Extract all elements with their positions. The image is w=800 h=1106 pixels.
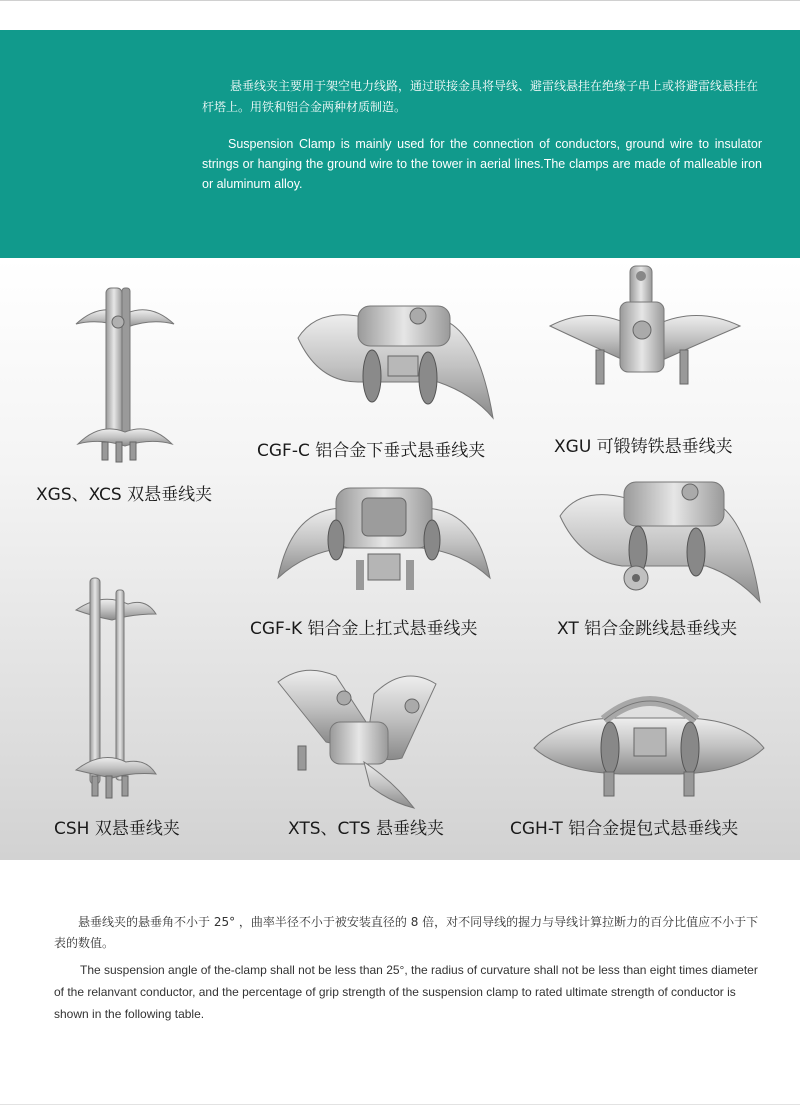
product-gallery [0,258,800,860]
cgh-t-clamp-image [530,688,768,800]
xgs-xcs-clamp-image [70,282,180,472]
product-caption: CGF-K 铝合金上扛式悬垂线夹 [250,619,478,639]
top-divider [0,0,800,1]
xgu-clamp-image [548,266,742,394]
product-caption: XT 铝合金跳线悬垂线夹 [557,619,738,639]
product-caption: XGS、XCS 双悬垂线夹 [36,485,213,505]
spec-text-cn: 悬垂线夹的悬垂角不小于 25° ，曲率半径不小于被安装直径的 8 倍，对不同导线的握力与导线计算拉断力的百分比值应不小于下表的数值。 [54,915,759,950]
specification-text [54,912,766,1025]
intro-banner [0,30,800,258]
cgf-k-clamp-image [272,488,496,600]
xts-cts-clamp-image [274,662,438,814]
csh-clamp-image [72,574,160,802]
product-caption: CSH 双悬垂线夹 [54,819,180,839]
intro-text-cn: 悬垂线夹主要用于架空电力线路，通过联接金具将导线、避雷线悬挂在绝缘子串上或将避雷线悬挂在杆塔上。用铁和铝合金两种材质制造。 [202,79,759,114]
intro-text-en: Suspension Clamp is mainly used for the connection of conductors, ground wire to insulator strings or hanging the ground wire to the tower in aerial lines.The clamps are made of malleable iron or aluminum alloy. [202,137,762,191]
product-caption: CGH-T 铝合金提包式悬垂线夹 [510,819,739,839]
product-caption: XTS、CTS 悬垂线夹 [288,819,444,839]
cgf-c-clamp-image [288,298,500,428]
spec-text-en: The suspension angle of the-clamp shall not be less than 25°, the radius of curvature shall not be less than eight times diameter of the relanvant conductor, and the percentage of grip strength of the suspension clamp to rated ultimate strength of conductor is shown in the following table. [54,963,758,1021]
product-caption: CGF-C 铝合金下垂式悬垂线夹 [257,441,486,461]
bottom-divider [0,1104,800,1105]
xt-clamp-image [556,476,764,608]
product-caption: XGU 可锻铸铁悬垂线夹 [554,437,733,457]
